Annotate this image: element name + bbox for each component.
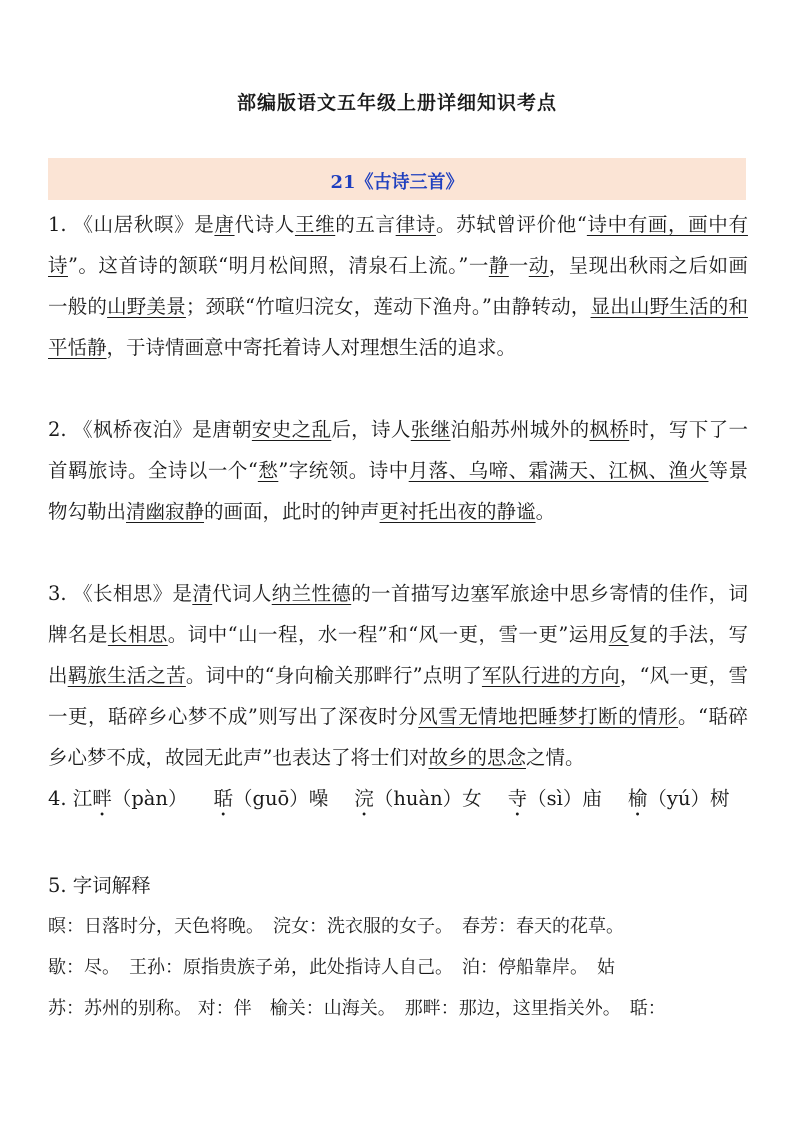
- p3-text: 3. 《长相思》是: [48, 582, 193, 605]
- pinyin-text: （pàn）: [111, 787, 188, 810]
- p3-underline: 反: [608, 623, 629, 646]
- definition-line: 歇：尽。 王孙：原指贵族子弟，此处指诗人自己。 泊：停船靠岸。 姑: [48, 957, 615, 978]
- p2-text: ”字统领。诗中: [278, 459, 409, 482]
- p1-text: 一: [508, 254, 529, 277]
- p1-text: 代诗人: [234, 213, 295, 236]
- document-title: 部编版语文五年级上册详细知识考点: [236, 92, 557, 114]
- p1-underline: 唐: [214, 213, 235, 236]
- p1-underline: 静: [488, 254, 509, 277]
- p3-underline: 风雪无情地把睡梦打断的情形: [418, 705, 679, 728]
- p1-underline: 山野美景: [107, 295, 186, 318]
- p1-underline: 动: [528, 254, 549, 277]
- p3-text: 。词中的“身向榆关那畔行”点明了: [185, 664, 482, 687]
- p1-underline: 律诗: [395, 213, 436, 236]
- p1-underline: 王维: [294, 213, 336, 236]
- paragraph-1: [48, 204, 748, 368]
- pinyin-text: （sì）庙: [527, 787, 602, 810]
- p1-text: 的五言: [335, 213, 396, 236]
- p3-underline: 羁旅生活之苦: [67, 664, 186, 687]
- pronunciation-list: [48, 778, 748, 821]
- pinyin-char: 畔: [92, 787, 112, 810]
- p2-text: 的画面，此时的钟声: [204, 500, 380, 523]
- p3-underline: 长相思: [107, 623, 168, 646]
- p3-text: 。词中“山一程，水一程”和“风一更，雪一更”运用: [167, 623, 609, 646]
- p3-text: 代词人: [212, 582, 272, 605]
- p3-underline: 故乡的思念: [428, 746, 526, 769]
- p1-text: ，于诗情画意中寄托着诗人对理想生活的追求。: [106, 336, 517, 359]
- pinyin-text: （guō）噪: [233, 787, 329, 810]
- p1-underline: 诗中有画，画中有诗: [48, 213, 748, 277]
- p1-text: ；颈联“竹喧归浣女，莲动下渔舟。”由静转动，: [185, 295, 591, 318]
- pinyin-char: 聒: [213, 787, 234, 810]
- p3-text: 。“聒碎乡心梦不成，故园无此声”也表达了将士们对: [48, 705, 748, 769]
- pinyin-text: （yú）树: [647, 787, 730, 810]
- p2-underline: 清幽寂静: [126, 500, 205, 523]
- section-title: 21《古诗三首》: [330, 172, 464, 193]
- p2-text: 泊船苏州城外的: [450, 418, 590, 441]
- p1-text: 1. 《山居秋暝》是: [48, 213, 215, 236]
- p2-underline: 安史之乱: [251, 418, 332, 441]
- p3-underline: 军队行进的方向: [481, 664, 620, 687]
- p2-text: 2. 《枫桥夜泊》是唐朝: [48, 418, 252, 441]
- p3-underline: 清: [192, 582, 213, 605]
- p2-text: 。: [535, 500, 556, 523]
- paragraph-2: [48, 409, 748, 532]
- p3-text: 的一首描写边塞军旅途中思乡寄情的佳作，词牌名是: [48, 582, 748, 646]
- p1-text: 。苏轼曾评价他“: [435, 213, 587, 236]
- pinyin-char: 浣: [354, 787, 374, 810]
- pinyin-char: 榆: [627, 787, 648, 810]
- p3-underline: 纳兰性德: [271, 582, 352, 605]
- definition-line: 暝：日落时分，天色将晚。 浣女：洗衣服的女子。 春芳：春天的花草。: [48, 916, 624, 937]
- p2-text: 时，写下了一首羁旅诗。全诗以一个“: [48, 418, 748, 482]
- p1-text: ”。这首诗的颔联“明月松间照，清泉石上流。”一: [67, 254, 489, 277]
- p1-text: ，呈现出秋雨之后如画一般的: [48, 254, 748, 318]
- paragraph-3: [48, 573, 748, 778]
- p3-text: ，“风一更，雪一更，聒碎乡心梦不成”则写出了深夜时分: [48, 664, 748, 728]
- p2-underline: 更衬托出夜的静谧: [379, 500, 536, 523]
- definitions-heading: 5. 字词解释: [48, 874, 151, 897]
- pinyin-text: （huàn）女: [373, 787, 482, 810]
- p2-underline: 愁: [257, 459, 279, 482]
- p2-underline: 月落、乌啼、霜满天、江枫、渔火: [408, 459, 709, 482]
- section-header: [48, 158, 746, 200]
- p2-text: 后，诗人: [331, 418, 411, 441]
- p1-underline: 显出山野生活的和平恬静: [48, 295, 748, 359]
- p2-underline: 张继: [410, 418, 451, 441]
- p3-text: 复的手法，写出: [48, 623, 748, 687]
- p3-text: 之情。: [526, 746, 585, 769]
- p2-underline: 枫桥: [589, 418, 630, 441]
- definitions-list: [48, 906, 748, 1029]
- definition-line: 苏：苏州的别称。 对：伴 榆关：山海关。 那畔：那边，这里指关外。 聒：: [48, 998, 666, 1019]
- p2-text: 等景物勾勒出: [48, 459, 748, 523]
- pinyin-char: 寺: [507, 787, 528, 810]
- pinyin-text: 4. 江: [48, 787, 93, 810]
